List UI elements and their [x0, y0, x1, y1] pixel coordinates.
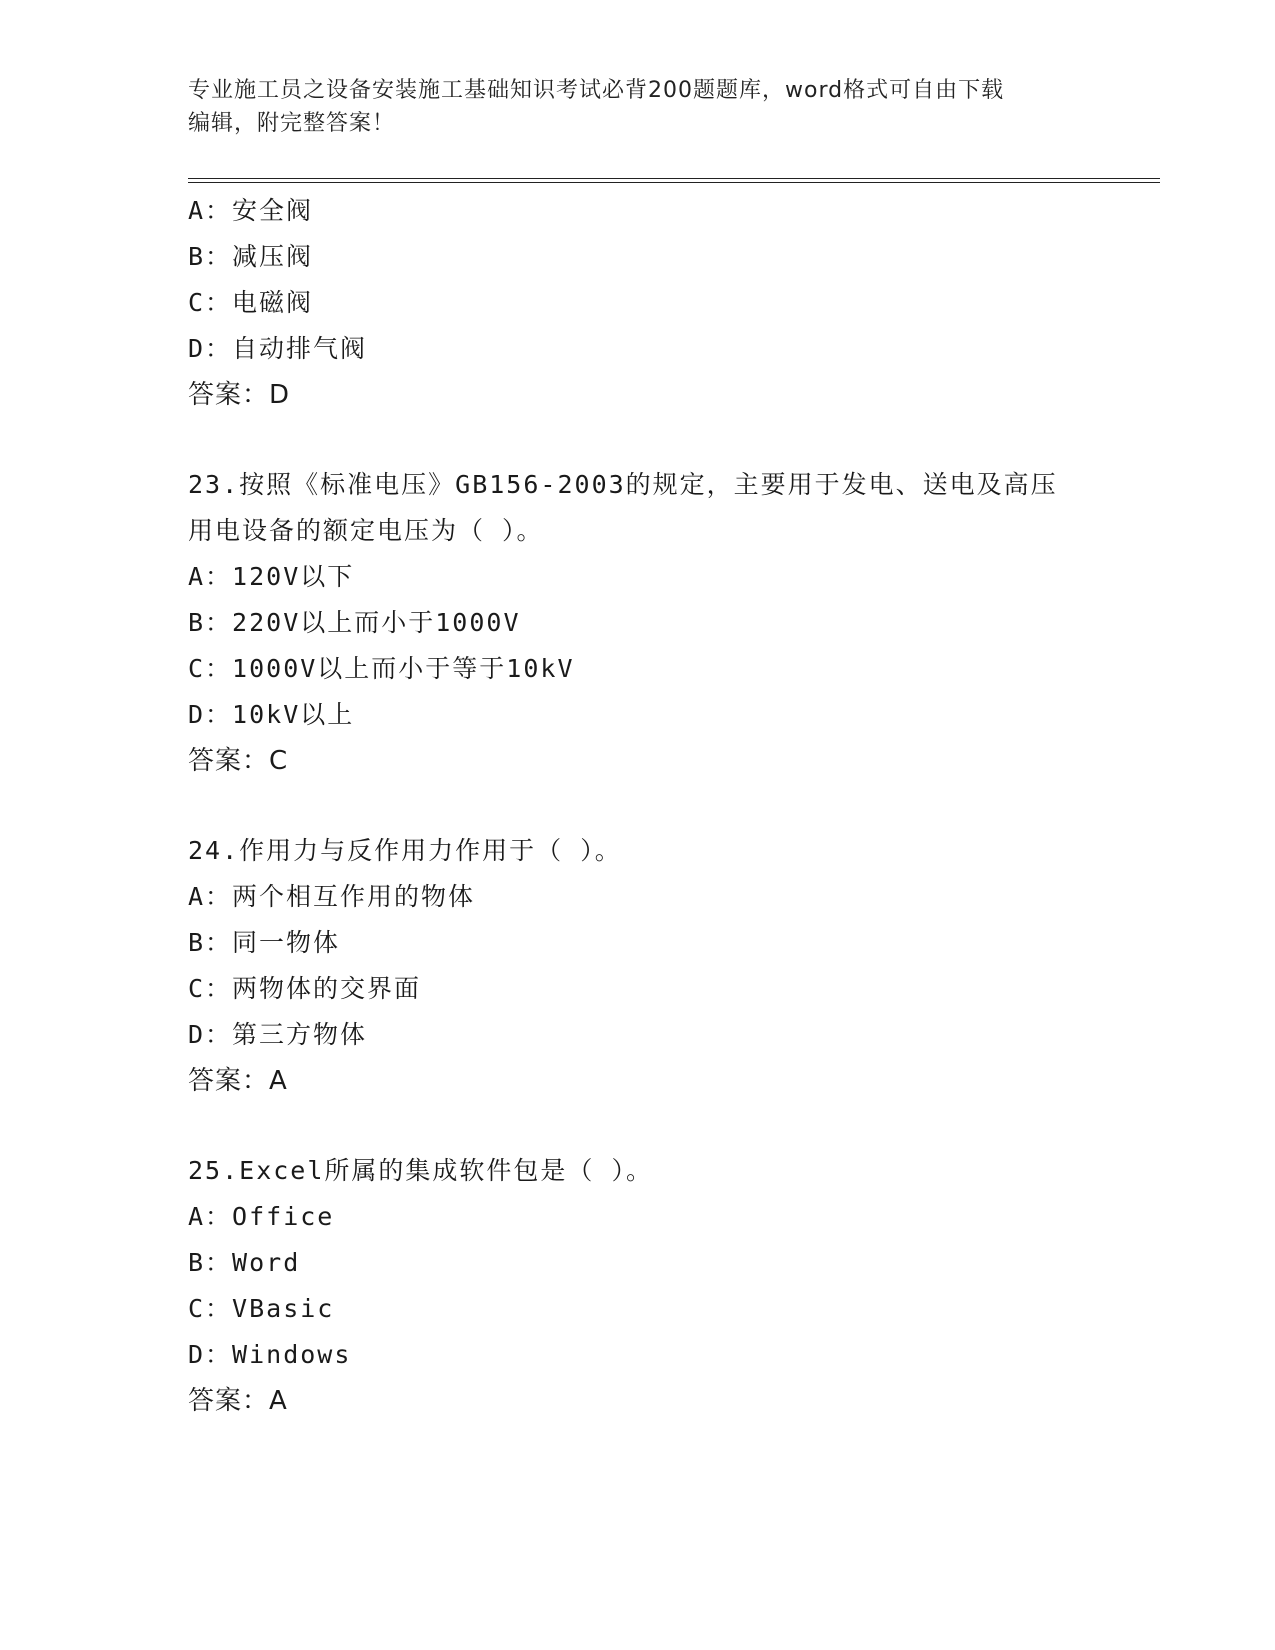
option-c: C：电磁阀: [188, 288, 314, 317]
question-22: [188, 188, 1158, 418]
question-stem-line-2: 用电设备的额定电压为（ ）。: [188, 516, 544, 545]
option-c: C：1000V以上而小于等于10kV: [188, 654, 575, 683]
question-stem: 24.作用力与反作用力作用于（ ）。: [188, 836, 622, 865]
header-divider-bottom: [188, 182, 1160, 183]
question-24: [188, 828, 1158, 1104]
option-d: D：自动排气阀: [188, 334, 368, 363]
option-b: B：Word: [188, 1248, 301, 1277]
option-c: C：两物体的交界面: [188, 974, 422, 1003]
answer-line: 答案：D: [188, 380, 291, 410]
question-stem: 25.Excel所属的集成软件包是（ ）。: [188, 1156, 653, 1185]
option-b: B：减压阀: [188, 242, 314, 271]
question-23: [188, 462, 1158, 784]
option-c: C：VBasic: [188, 1294, 335, 1323]
answer-line: 答案：C: [188, 746, 289, 776]
question-list: [188, 188, 1158, 1468]
option-b: B：220V以上而小于1000V: [188, 608, 521, 637]
option-b: B：同一物体: [188, 928, 341, 957]
header-line-1: 专业施工员之设备安装施工基础知识考试必背200题题库，word格式可自由下载: [188, 78, 1005, 103]
option-d: D：第三方物体: [188, 1020, 368, 1049]
question-stem-line-1: 23.按照《标准电压》GB156-2003的规定，主要用于发电、送电及高压: [188, 470, 1058, 499]
answer-line: 答案：A: [188, 1066, 288, 1096]
option-d: D：Windows: [188, 1340, 352, 1369]
option-d: D：10kV以上: [188, 700, 355, 729]
header-divider-top: [188, 178, 1160, 179]
option-a: A：安全阀: [188, 196, 314, 225]
question-25: [188, 1148, 1158, 1424]
option-a: A：两个相互作用的物体: [188, 882, 476, 911]
option-a: A：Office: [188, 1202, 335, 1231]
answer-line: 答案：A: [188, 1386, 288, 1416]
option-a: A：120V以下: [188, 562, 355, 591]
header-line-2: 编辑，附完整答案！: [188, 111, 396, 136]
document-header: [188, 74, 1088, 140]
